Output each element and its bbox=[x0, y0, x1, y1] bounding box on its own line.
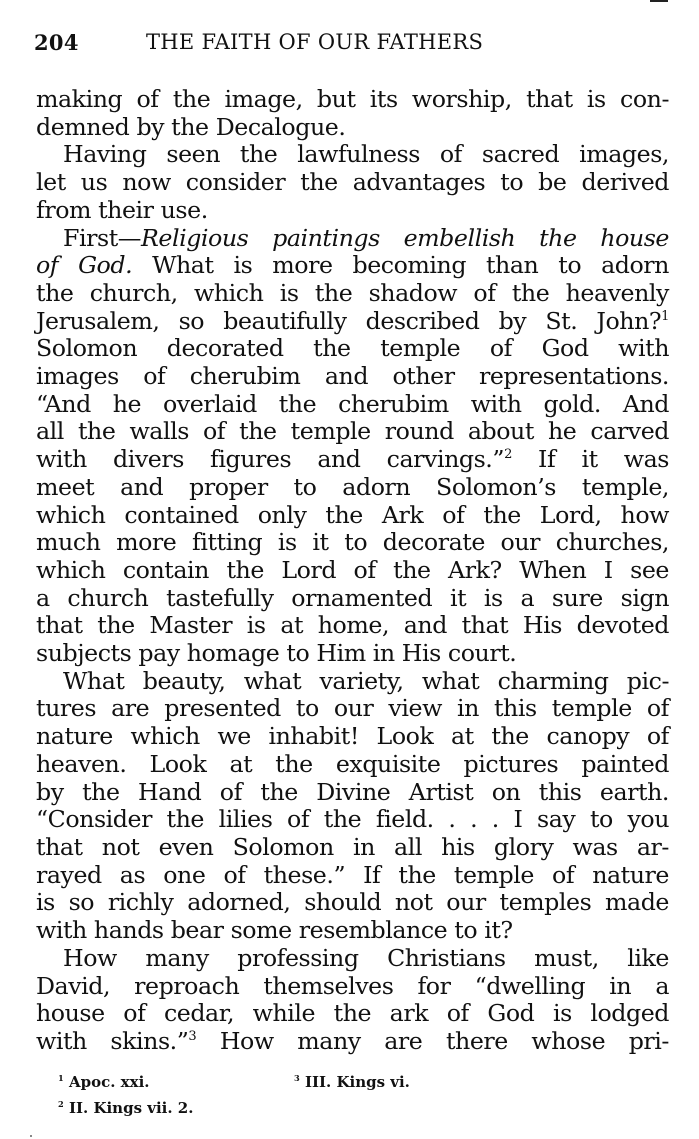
text-line: images of cherubim and other representations. bbox=[36, 362, 669, 391]
text-line: “Consider the lilies of the field. . . . I say to you bbox=[36, 805, 669, 834]
paragraph-start-line: Having seen the lawfulness of sacred images, bbox=[63, 140, 669, 169]
text-line bbox=[36, 308, 669, 336]
text-line: a church tastefully ornamented it is a sure sign bbox=[36, 583, 669, 612]
page-header bbox=[34, 30, 666, 60]
footnote-mark: 1 bbox=[58, 1073, 64, 1083]
text-line bbox=[36, 1028, 669, 1056]
text-run: First— bbox=[63, 223, 141, 252]
text-run: Jerusalem, so beautifully described by St. John? bbox=[36, 306, 662, 335]
footnote-text: Apoc. xxi. bbox=[63, 1073, 150, 1091]
scan-mark bbox=[650, 0, 668, 2]
text-run: What is more becoming than to adorn bbox=[132, 251, 669, 280]
text-line: demned by the Decalogue. bbox=[36, 112, 346, 141]
footnote-row bbox=[58, 1095, 618, 1121]
running-title: THE FAITH OF OUR FATHERS bbox=[146, 30, 484, 54]
scan-mark bbox=[30, 1135, 32, 1137]
text-line: let us now consider the advantages to be derived bbox=[36, 168, 669, 197]
text-line: which contain the Lord of the Ark? When I see bbox=[36, 555, 669, 584]
text-run: How many are there whose pri- bbox=[196, 1026, 669, 1055]
text-line: much more fitting is it to decorate our churches, bbox=[36, 528, 669, 557]
text-line bbox=[36, 252, 669, 280]
footnote-1 bbox=[58, 1069, 150, 1095]
text-line: tures are presented to our view in this temple of bbox=[36, 694, 669, 723]
text-line bbox=[36, 446, 669, 474]
text-line: by the Hand of the Divine Artist on this earth. bbox=[36, 777, 669, 806]
italic-heading: Religious paintings embellish the house bbox=[141, 223, 669, 252]
body-text bbox=[36, 86, 669, 1056]
text-line: “And he overlaid the cherubim with gold. And bbox=[36, 389, 669, 418]
text-run: with skins.” bbox=[36, 1026, 189, 1055]
text-line: is so richly adorned, should not our temples made bbox=[36, 888, 669, 917]
text-line: house of cedar, while the ark of God is lodged bbox=[36, 999, 669, 1028]
text-line: that the Master is at home, and that His devoted bbox=[36, 611, 669, 640]
footnote-3 bbox=[294, 1069, 410, 1095]
text-line: David, reproach themselves for “dwelling in a bbox=[36, 971, 669, 1000]
text-line: that not even Solomon in all his glory was ar- bbox=[36, 832, 669, 861]
paragraph-start-line: What beauty, what variety, what charming pic- bbox=[63, 666, 669, 695]
footnote-ref: 1 bbox=[661, 308, 669, 324]
footnote-ref: 3 bbox=[188, 1029, 197, 1045]
text-line: meet and proper to adorn Solomon’s temple, bbox=[36, 472, 669, 501]
paragraph-start-line: How many professing Christians must, like bbox=[63, 943, 669, 972]
text-line: with hands bear some resemblance to it? bbox=[36, 916, 513, 945]
text-line: heaven. Look at the exquisite pictures painted bbox=[36, 749, 669, 778]
text-run: If it was bbox=[511, 445, 669, 474]
italic-heading: of God. bbox=[36, 251, 133, 280]
text-line: making of the image, but its worship, that is con- bbox=[36, 85, 669, 113]
footnotes bbox=[58, 1069, 618, 1121]
footnote-text: II. Kings vii. 2. bbox=[63, 1099, 194, 1117]
text-line: nature which we inhabit! Look at the canopy of bbox=[36, 722, 669, 751]
footnote-2 bbox=[58, 1095, 193, 1121]
text-line: subjects pay homage to Him in His court. bbox=[36, 639, 517, 668]
text-line: which contained only the Ark of the Lord, how bbox=[36, 500, 669, 529]
text-run: with divers figures and carvings.” bbox=[36, 445, 505, 474]
text-line: the church, which is the shadow of the heavenly bbox=[36, 278, 669, 307]
text-line: all the walls of the temple round about he carved bbox=[36, 417, 669, 446]
page-number: 204 bbox=[34, 30, 79, 55]
footnote-text: III. Kings vi. bbox=[299, 1073, 410, 1091]
footnote-mark: 2 bbox=[58, 1099, 64, 1109]
footnote-row bbox=[58, 1069, 618, 1095]
text-line: from their use. bbox=[36, 195, 208, 224]
text-line: rayed as one of these.” If the temple of nature bbox=[36, 860, 669, 889]
paragraph-start-line bbox=[36, 225, 669, 253]
text-line: Solomon decorated the temple of God with bbox=[36, 334, 669, 363]
footnote-mark: 3 bbox=[294, 1073, 300, 1083]
footnote-ref: 2 bbox=[504, 447, 512, 463]
